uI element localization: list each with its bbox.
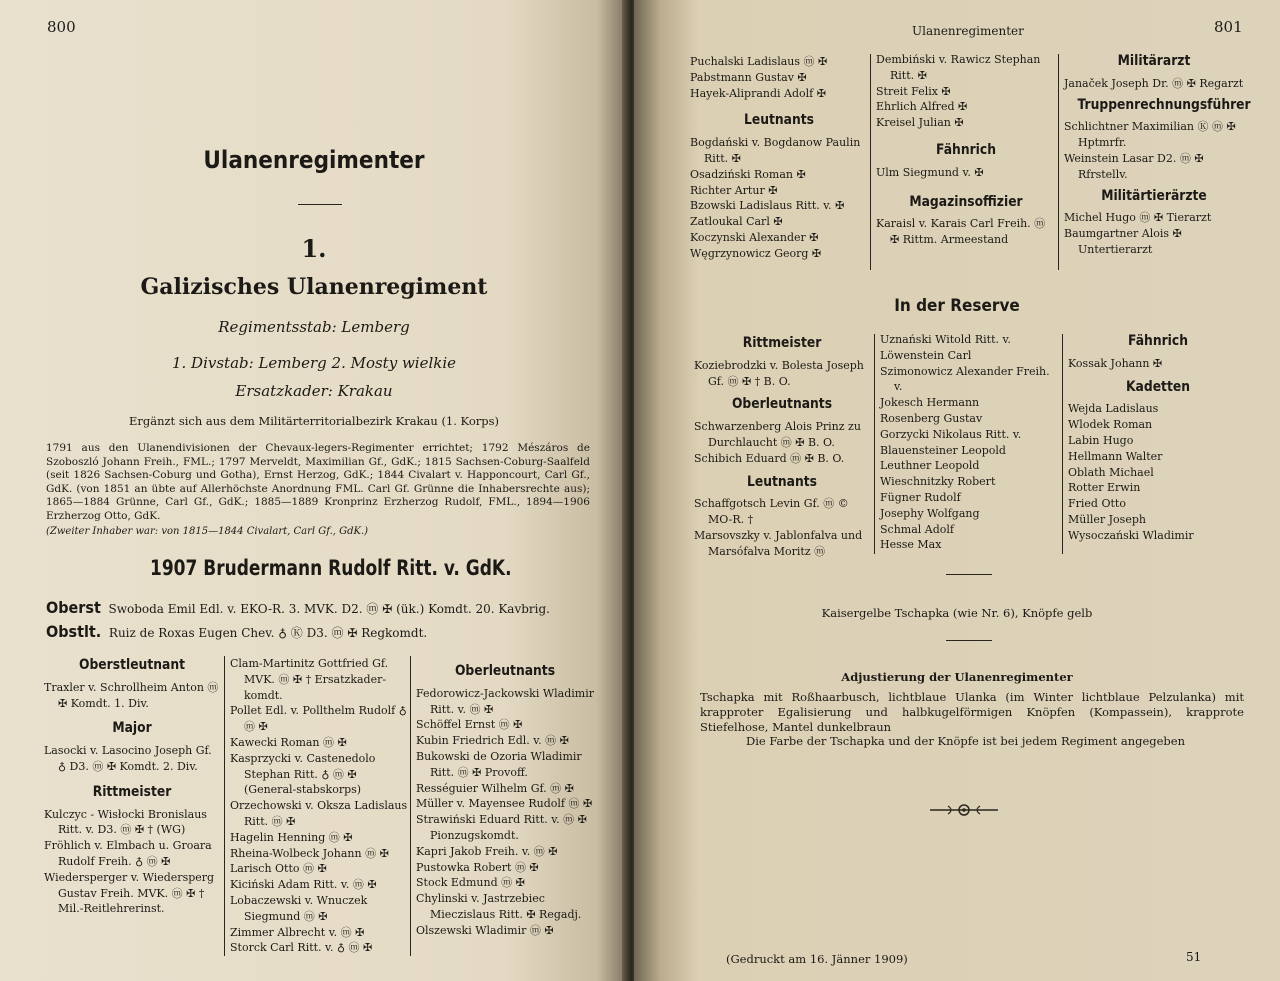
officer-entry: Josephy Wolfgang — [880, 506, 980, 520]
officer-entry: Koczynski Alexander ✠ — [690, 230, 819, 244]
reserve-heading: In der Reserve — [894, 296, 1020, 316]
officers-column-3 — [416, 660, 594, 939]
active-column-2 — [876, 52, 1056, 248]
rank-heading: Leutnants — [744, 112, 814, 129]
right-page — [634, 0, 1280, 981]
officer-entry: Schwarzenberg Alois Prinz zu Durchlaucht ⓜ ✠ B. O. — [694, 420, 861, 449]
rank-heading: Rittmeister — [92, 783, 172, 800]
officers-column-2 — [230, 656, 408, 956]
officer-entry: Blauensteiner Leopold — [880, 443, 1006, 457]
officer-entry: Koziebrodzki v. Bolesta Joseph Gf. ⓜ ✠ † B. O. — [694, 358, 864, 388]
oberst-entry: Swoboda Emil Edl. v. EKO-R. 3. MVK. D2. ⓜ ✠ (ük.) Komdt. 20. Kavbrig. — [108, 602, 550, 616]
officer-entry: Orzechowski v. Oksza Ladislaus Ritt. ⓜ ✠ — [230, 799, 408, 828]
officer-entry: Gorzycki Nikolaus Ritt. v. — [880, 427, 1022, 441]
officer-entry: Uznański Witold Ritt. v. — [880, 333, 1011, 346]
regiment-name: Galizisches Ulanenregiment — [140, 274, 488, 300]
rank-heading: Kadetten — [1126, 378, 1190, 395]
officer-entry: Fried Otto — [1068, 497, 1126, 511]
officer-entry: Węgrzynowicz Georg ✠ — [690, 246, 822, 260]
obstlt-entry: Ruiz de Roxas Eugen Chev. ♁ Ⓚ D3. ⓜ ✠ Regkomdt. — [108, 626, 428, 640]
officer-entry: Puchalski Ladislaus ⓜ ✠ — [690, 55, 828, 68]
rank-heading: Fähnrich — [936, 141, 996, 158]
divider — [298, 204, 342, 205]
regiment-history: 1791 aus den Ulanendivisionen der Chevaux-legers-Regimenter errichtet; 1792 Mészáros de Szoboszló Johann Freih., FML.; 1797 Merveldt, Maximilian Gf., GdK.; 1815 Sachsen-Coburg-Saalfeld (seit 1826 Sachsen-Coburg und Gotha), Ernst Herzog, GdK.; 1844 Civalart v. Happoncourt, Carl Gf., GdK. (von 1851 an übte auf Allerhöchste Anordnung FML. Carl Gf. Grünne die Inhabersrechte aus); 1865—1884 Grünne, Carl Gf., GdK.; 1885—1889 Kronprinz Erzherzog Rudolf, FML., 1894—1906 Erzherzog Otto, GdK. — [46, 442, 590, 522]
officer-entry: Löwenstein Carl — [880, 348, 972, 362]
officer-entry: Kasprzycki v. Castenedolo Stephan Ritt. ♁ ⓜ ✠ (General-stabskorps) — [230, 751, 376, 797]
officer-entry: Richter Artur ✠ — [690, 183, 778, 197]
column-divider — [224, 656, 225, 956]
rank-heading: Oberleutnants — [731, 396, 833, 413]
officer-entry: Storck Carl Ritt. v. ♁ ⓜ ✠ — [230, 941, 373, 955]
officer-entry: Chylinski v. Jastrzebiec Mieczislaus Ritt. ✠ Regadj. — [416, 892, 582, 921]
oberst-line — [46, 598, 550, 617]
rank-heading: Magazinsoffizier — [909, 193, 1023, 210]
left-page — [0, 0, 628, 981]
officer-entry: Hayek-Aliprandi Adolf ✠ — [690, 86, 826, 100]
print-date: (Gedruckt am 16. Jänner 1909) — [726, 952, 908, 966]
officer-entry: Janaček Joseph Dr. ⓜ ✠ Regarzt — [1064, 76, 1244, 90]
officer-entry: Streit Felix ✠ — [876, 84, 951, 98]
officer-entry: Kreisel Julian ✠ — [876, 116, 964, 130]
officer-entry: Hesse Max — [880, 538, 942, 552]
officer-entry: Kossak Johann ✠ — [1068, 356, 1163, 370]
officer-entry: Hellmann Walter — [1068, 449, 1163, 463]
officer-entry: Rességuier Wilhelm Gf. ⓜ ✠ — [416, 781, 574, 795]
officer-entry: Wejda Ladislaus — [1068, 402, 1159, 416]
officer-entry: Schöffel Ernst ⓜ ✠ — [416, 718, 523, 732]
reserve-column-3 — [1068, 330, 1248, 544]
ornament-icon — [928, 800, 1000, 820]
officer-entry: Schaffgotsch Levin Gf. ⓜ © MO-R. † — [694, 497, 849, 527]
rank-heading: Fähnrich — [1128, 333, 1188, 349]
officer-entry: Müller v. Mayensee Rudolf ⓜ ✠ — [416, 797, 593, 811]
officer-entry: Pollet Edl. v. Pollthelm Rudolf ♁ ⓜ ✠ — [230, 704, 407, 734]
active-column-1 — [690, 54, 868, 262]
second-owner: (Zweiter Inhaber war: von 1815—1844 Civalart, Carl Gf., GdK.) — [46, 526, 369, 537]
rank-heading: Major — [112, 720, 152, 737]
officer-entry: Labin Hugo — [1068, 433, 1134, 447]
section-heading: Ulanenregimenter — [203, 146, 425, 174]
officer-entry: Bukowski de Ozoria Wladimir Ritt. ⓜ ✠ Provoff. — [416, 749, 582, 779]
officers-column-1 — [44, 654, 220, 917]
officer-entry: Hagelin Henning ⓜ ✠ — [230, 830, 353, 844]
officer-entry: Wieschnitzky Robert — [880, 475, 996, 489]
ergaenzung: Ergänzt sich aus dem Militärterritorialbezirk Krakau (1. Korps) — [128, 414, 500, 428]
rank-heading: Leutnants — [747, 473, 817, 490]
column-divider — [1058, 54, 1059, 270]
page-number-left: 800 — [47, 18, 76, 36]
officer-entry: Olszewski Wladimir ⓜ ✠ — [416, 923, 554, 937]
officer-entry: Zatloukal Carl ✠ — [690, 215, 783, 229]
regiment-owner: 1907 Brudermann Rudolf Ritt. v. GdK. — [150, 556, 512, 580]
rank-heading: Militärarzt — [1117, 53, 1191, 69]
officer-entry: Larisch Otto ⓜ ✠ — [230, 862, 327, 876]
officer-entry: Traxler v. Schrollheim Anton ⓜ ✠ Komdt. 1. Div. — [44, 680, 219, 710]
officer-entry: Pustowka Robert ⓜ ✠ — [416, 860, 539, 874]
reserve-column-2 — [880, 332, 1060, 553]
officer-entry: Michel Hugo ⓜ ✠ Tierarzt — [1064, 211, 1212, 225]
officer-entry: Karaisl v. Karais Carl Freih. ⓜ ✠ Rittm. Armeestand — [876, 217, 1046, 247]
officer-entry: Ulm Siegmund v. ✠ — [876, 165, 984, 179]
officer-entry: Schlichtner Maximilian Ⓚ ⓜ ✠ Hptmrfr. — [1064, 120, 1236, 150]
rank-heading: Truppenrechnungsführer — [1077, 96, 1251, 113]
officer-entry: Bogdański v. Bogdanow Paulin Ritt. ✠ — [690, 136, 861, 165]
officer-entry: Rosenberg Gustav — [880, 411, 983, 425]
column-divider — [874, 334, 875, 554]
officer-entry: Pabstmann Gustav ✠ — [690, 70, 807, 84]
rank-heading: Rittmeister — [742, 335, 822, 351]
officer-entry: Lobaczewski v. Wnuczek Siegmund ⓜ ✠ — [230, 893, 368, 923]
officer-entry: Stock Edmund ⓜ ✠ — [416, 876, 525, 890]
adjustierung-text: Tschapka mit Roßhaarbusch, lichtblaue Ulanka (im Winter lichtblaue Pelzulanka) mit krapproter Egalisierung und halbkugelförmigen Knöpfen (Kompassein), krapprote Stiefelhose, Mantel dunkelbraun — [700, 690, 1244, 734]
adjustierung-heading: Adjustierung der Ulanenregimenter — [841, 670, 1073, 684]
active-column-3 — [1064, 50, 1251, 258]
regiment-number: 1. — [301, 234, 327, 263]
uniform-color-note: Kaisergelbe Tschapka (wie Nr. 6), Knöpfe gelb — [821, 606, 1093, 620]
officer-entry: Rheina-Wolbeck Johann ⓜ ✠ — [230, 846, 389, 860]
regimentsstab: Regimentsstab: Lemberg — [218, 318, 410, 336]
officer-entry: Lasocki v. Lasocino Joseph Gf. ♁ D3. ⓜ ✠ Komdt. 2. Div. — [44, 744, 212, 773]
officer-entry: Müller Joseph — [1068, 512, 1146, 526]
reserve-column-1 — [694, 332, 870, 560]
officer-entry: Fedorowicz-Jackowski Wladimir Ritt. v. ⓜ ✠ — [416, 686, 594, 716]
officer-entry: Kawecki Roman ⓜ ✠ — [230, 735, 347, 749]
officer-entry: Wlodek Roman — [1068, 418, 1153, 432]
officer-entry: Leuthner Leopold — [880, 459, 980, 473]
page-number-right: 801 — [1214, 18, 1243, 36]
officer-entry: Jokesch Hermann — [880, 396, 980, 410]
officer-entry: Rotter Erwin — [1068, 481, 1141, 495]
officer-entry: Kiciński Adam Ritt. v. ⓜ ✠ — [230, 878, 377, 892]
officer-entry: Dembiński v. Rawicz Stephan Ritt. ✠ — [876, 53, 1041, 82]
officer-entry: Osadziński Roman ✠ — [690, 167, 806, 181]
rank-heading: Oberstleutnant — [79, 657, 185, 673]
column-divider — [1062, 334, 1063, 554]
running-head: Ulanenregimenter — [912, 24, 1024, 38]
officer-entry: Kulczyc - Wisłocki Bronislaus Ritt. v. D3. ⓜ ✠ † (WG) — [44, 807, 207, 837]
ersatzkader: Ersatzkader: Krakau — [235, 382, 393, 400]
signature-mark: 51 — [1186, 950, 1202, 964]
divisionsstab: 1. Divstab: Lemberg 2. Mosty wielkie — [171, 354, 457, 372]
rank-heading: Oberleutnants — [454, 663, 556, 679]
divider — [946, 574, 992, 575]
officer-entry: Fügner Rudolf — [880, 490, 961, 504]
officer-entry: Weinstein Lasar D2. ⓜ ✠ Rfrstellv. — [1064, 151, 1204, 181]
divider — [946, 640, 992, 641]
officer-entry: Schibich Eduard ⓜ ✠ B. O. — [694, 451, 845, 465]
rank-heading: Militärtierärzte — [1101, 187, 1207, 204]
officer-entry: Kubin Friedrich Edl. v. ⓜ ✠ — [416, 734, 569, 748]
column-divider — [870, 54, 871, 270]
officer-entry: Bzowski Ladislaus Ritt. v. ✠ — [690, 199, 845, 213]
officer-entry: Ehrlich Alfred ✠ — [876, 100, 968, 114]
officer-entry: Marsovszky v. Jablonfalva und Marsófalva Moritz ⓜ — [694, 528, 863, 558]
officer-entry: Wiedersperger v. Wiedersperg Gustav Freih. MVK. ⓜ ✠ † Mil.-Reitlehrerinst. — [44, 870, 215, 916]
officer-entry: Fröhlich v. Elmbach u. Groara Rudolf Freih. ♁ ⓜ ✠ — [44, 839, 212, 868]
column-divider — [410, 656, 411, 956]
adjustierung-note: Die Farbe der Tschapka und der Knöpfe ist bei jedem Regiment angegeben — [746, 734, 1186, 748]
officer-entry: Oblath Michael — [1068, 465, 1154, 479]
officer-entry: Kapri Jakob Freih. v. ⓜ ✠ — [416, 844, 558, 858]
officer-entry: Clam-Martinitz Gottfried Gf. MVK. ⓜ ✠ † Ersatzkader-komdt. — [230, 657, 389, 702]
officer-entry: Zimmer Albrecht v. ⓜ ✠ — [230, 925, 365, 939]
obstlt-rank: Obstlt. — [46, 622, 102, 641]
obstlt-line — [46, 622, 427, 641]
officer-entry: Baumgartner Alois ✠ Untertierarzt — [1064, 227, 1182, 256]
officer-entry: Schmal Adolf — [880, 522, 954, 536]
officer-entry: Wysoczański Wladimir — [1068, 528, 1194, 542]
officer-entry: Szimonowicz Alexander Freih. v. — [880, 364, 1050, 394]
officer-entry: Strawiński Eduard Ritt. v. ⓜ ✠ Pionzugskomdt. — [416, 813, 587, 842]
oberst-rank: Oberst — [46, 598, 101, 617]
